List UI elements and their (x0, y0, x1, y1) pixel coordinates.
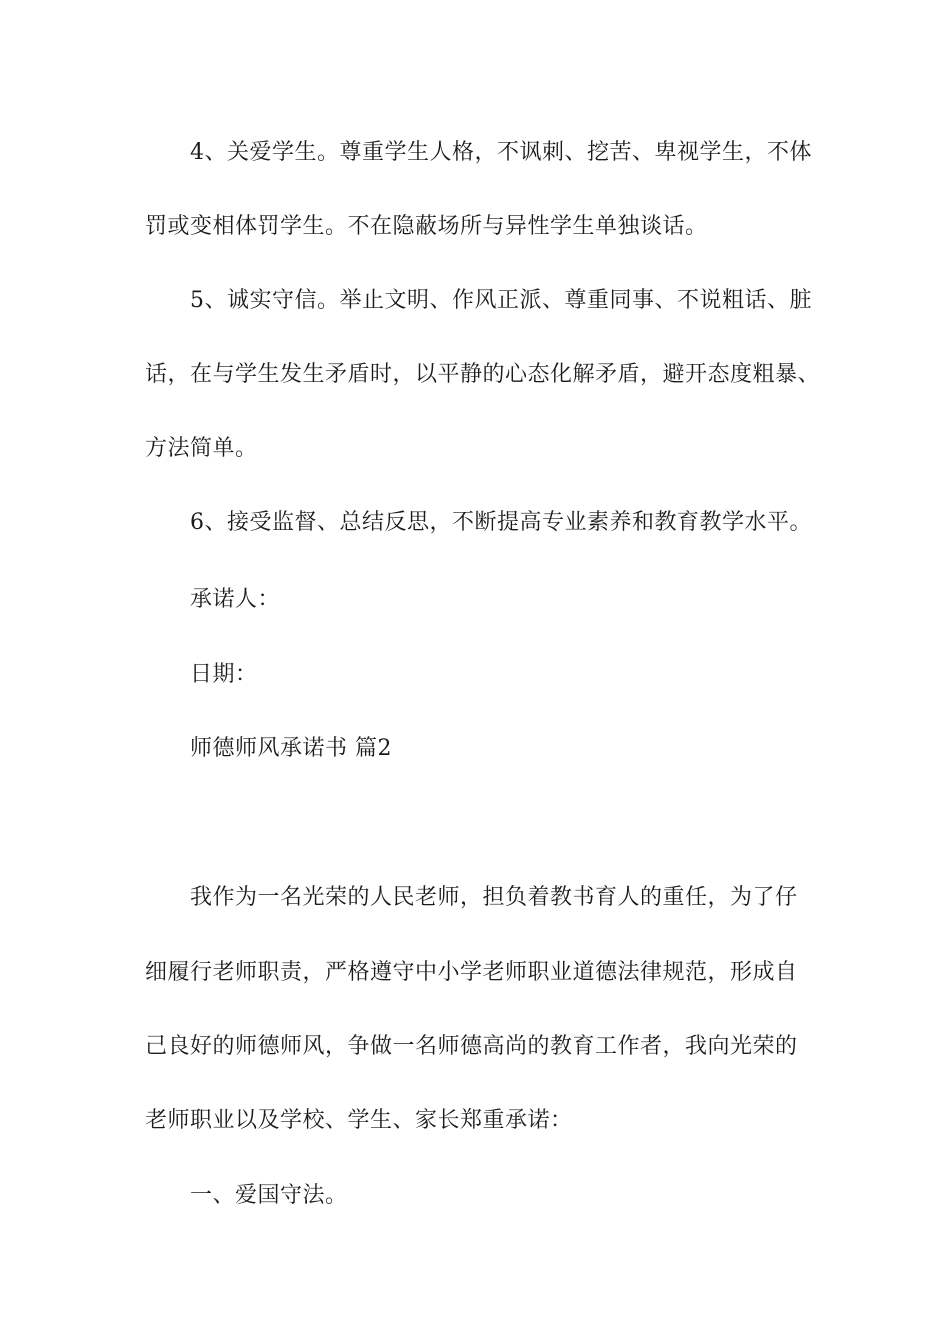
section-title: 师德师风承诺书 篇2 (190, 736, 392, 761)
paragraph-5-line-2: 话，在与学生发生矛盾时，以平静的心态化解矛盾，避开态度粗暴、 (145, 362, 821, 387)
promiser-label: 承诺人： (190, 587, 281, 612)
intro-line-2: 细履行老师职责，严格遵守中小学老师职业道德法律规范，形成自 (145, 960, 798, 985)
paragraph-4-line-2: 罚或变相体罚学生。不在隐蔽场所与异性学生单独谈话。 (145, 214, 708, 239)
paragraph-4-line-1: 4、关爱学生。尊重学生人格，不讽刺、挖苦、卑视学生，不体 (190, 140, 812, 165)
item-one-heading: 一、爱国守法。 (190, 1183, 348, 1208)
intro-line-1: 我作为一名光荣的人民老师，担负着教书育人的重任，为了仔 (190, 885, 798, 910)
intro-line-4: 老师职业以及学校、学生、家长郑重承诺： (145, 1108, 573, 1133)
paragraph-6-line-1: 6、接受监督、总结反思，不断提高专业素养和教育教学水平。 (190, 510, 812, 535)
date-label: 日期： (190, 662, 258, 687)
intro-line-3: 己良好的师德师风，争做一名师德高尚的教育工作者，我向光荣的 (145, 1034, 798, 1059)
paragraph-5-line-1: 5、诚实守信。举止文明、作风正派、尊重同事、不说粗话、脏 (190, 288, 812, 313)
paragraph-5-line-3: 方法简单。 (145, 436, 258, 461)
